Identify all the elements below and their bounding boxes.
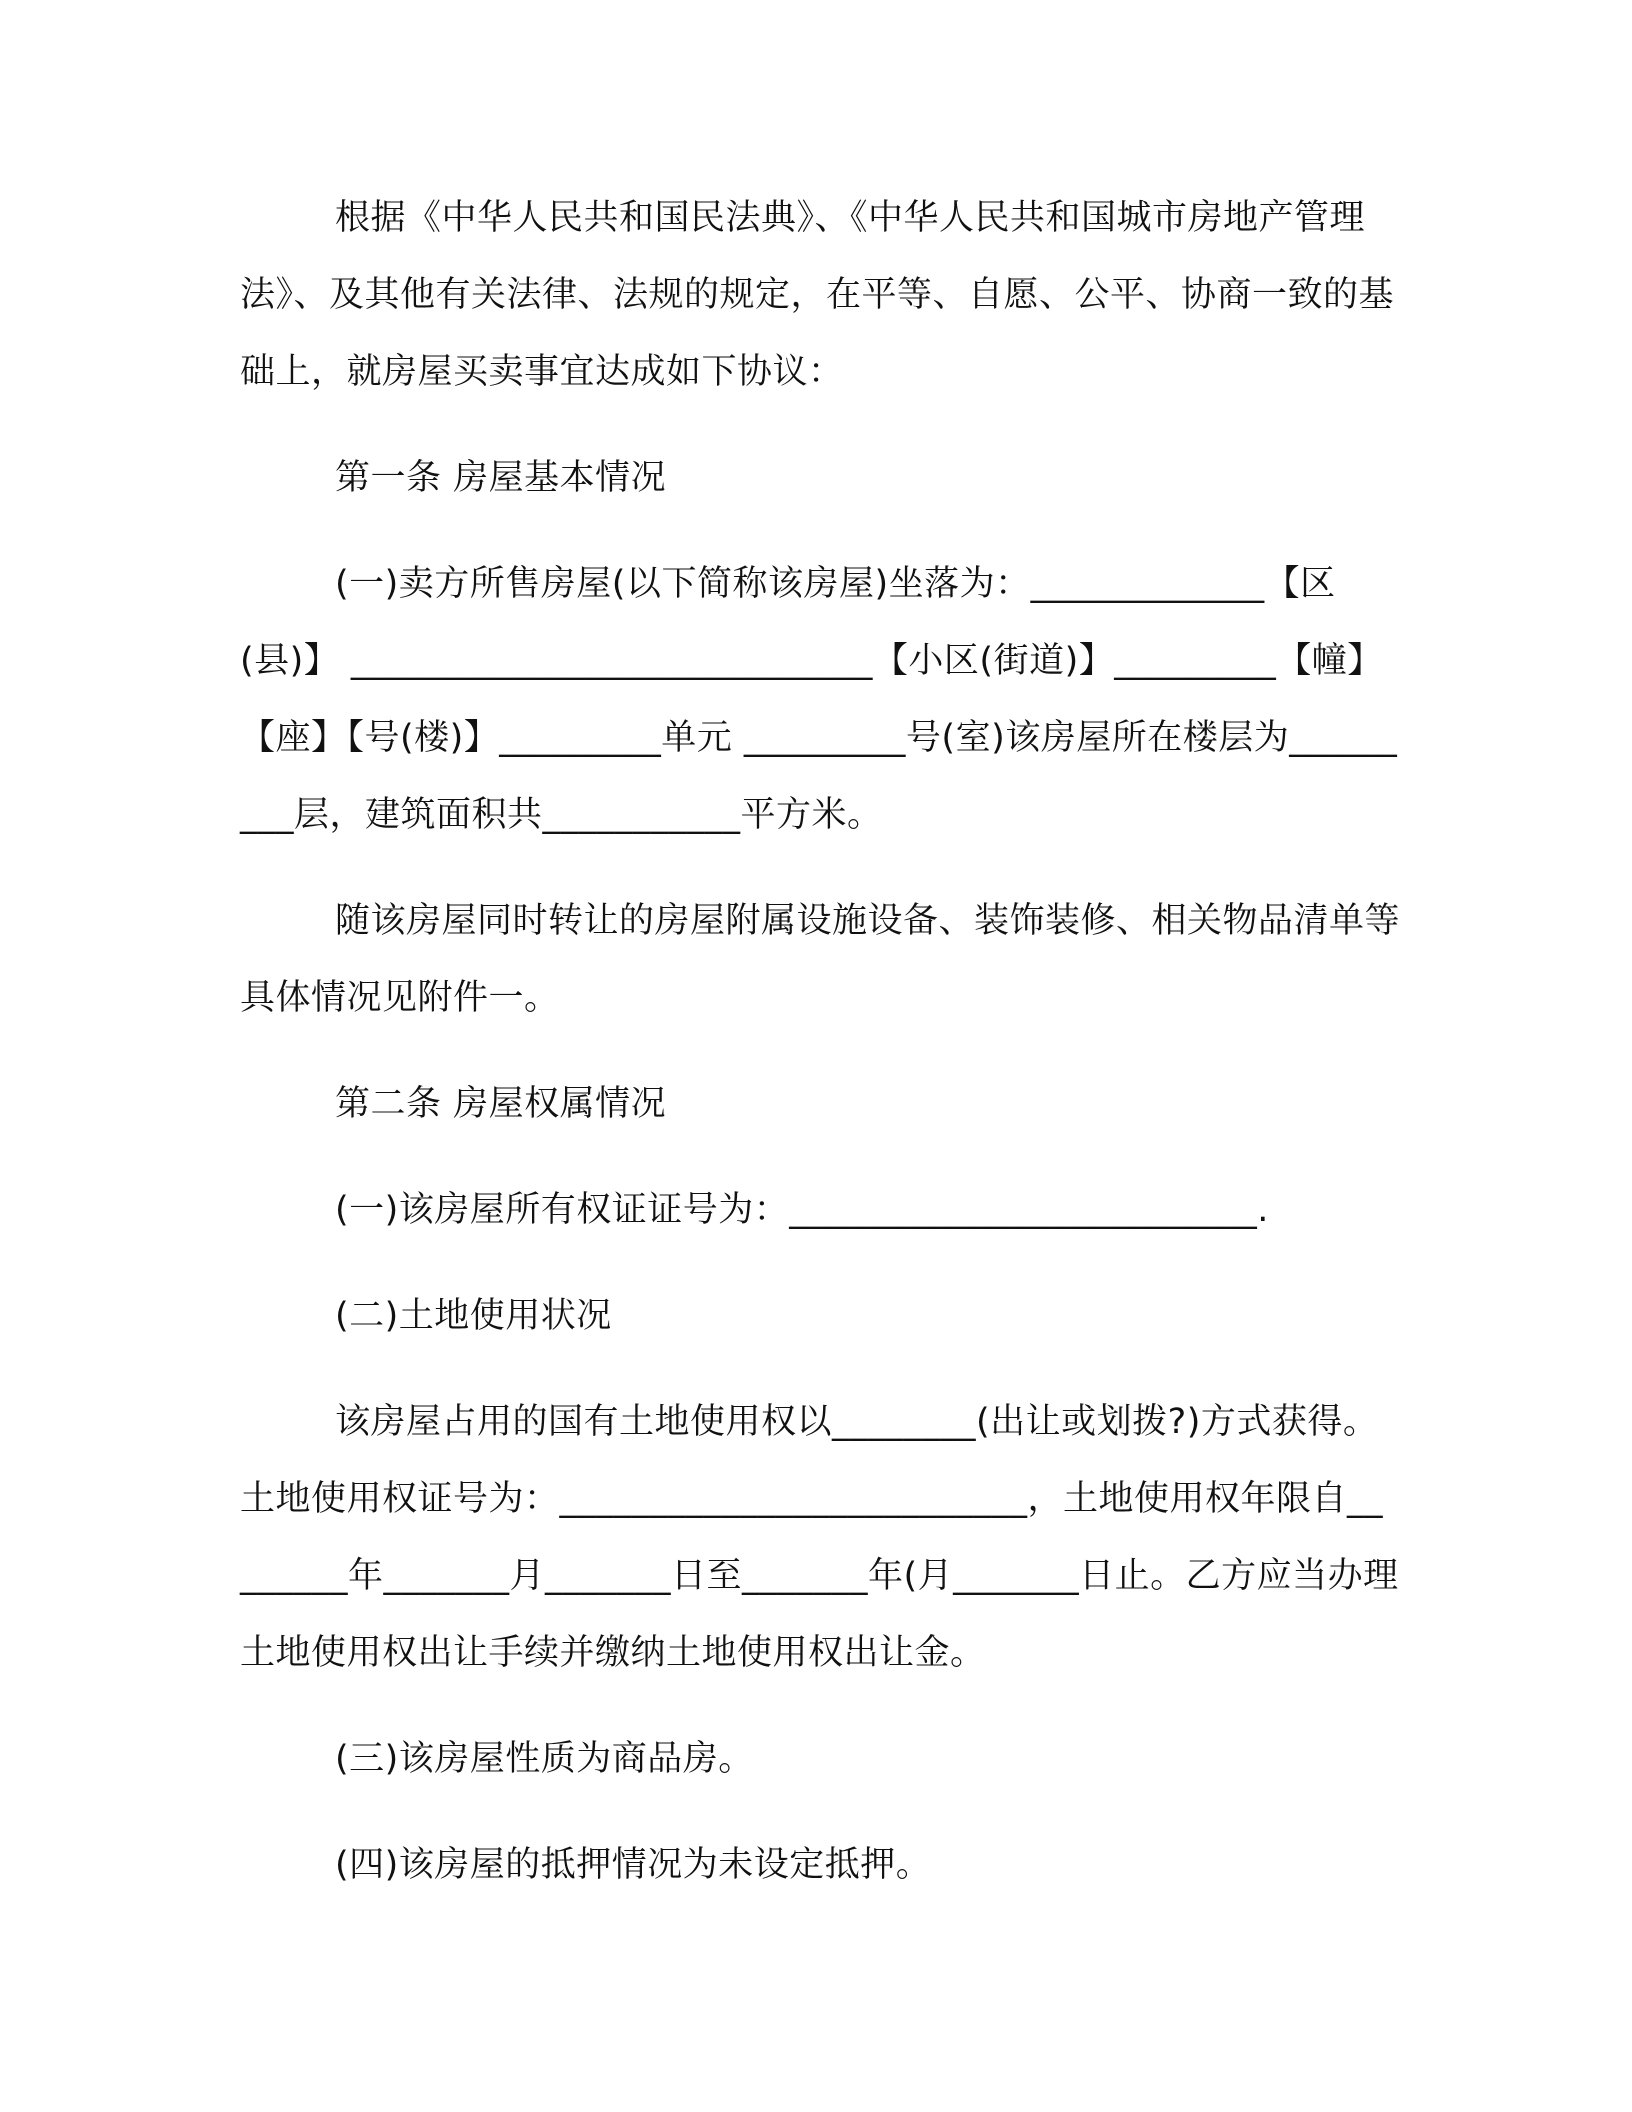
land-use-paragraph: 该房屋占用的国有土地使用权以________(出让或划拨?)方式获得。土地使用权证号为：__________________________，土地使用权年限自________年_______月_______日至_______年(月_______日止。乙方应当办理土地使用权出让手续并缴纳土地使用权出让金。 — [240, 1402, 1399, 1673]
article-2-clause-3: (三)该房屋性质为商品房。 — [335, 1739, 754, 1779]
article-1-fixtures-paragraph: 随该房屋同时转让的房屋附属设施设备、装饰装修、相关物品清单等具体情况见附件一。 — [240, 901, 1401, 1018]
article-2-clause-1: (一)该房屋所有权证证号为：__________________________. — [335, 1190, 1269, 1230]
article-2-heading: 第二条 房屋权属情况 — [335, 1084, 667, 1124]
intro-paragraph: 根据《中华人民共和国民法典》、《中华人民共和国城市房地产管理法》、及其他有关法律、法规的规定，在平等、自愿、公平、协商一致的基础上，就房屋买卖事宜达成如下协议： — [240, 198, 1395, 392]
article-1-heading: 第一条 房屋基本情况 — [335, 458, 667, 498]
article-2-clause-4: (四)该房屋的抵押情况为未设定抵押。 — [335, 1845, 932, 1885]
document-body — [240, 180, 1400, 1904]
article-1-clause-1: (一)卖方所售房屋(以下简称该房屋)坐落为：_____________【区(县)】 _____________________________【小区(街道)】_________【幢】【座】【号(楼)】_________单元 _________号(室)该房屋所在楼层为_________层，建筑面积共___________平方米。 — [240, 564, 1398, 835]
article-2-clause-2-heading: (二)土地使用状况 — [335, 1296, 612, 1336]
